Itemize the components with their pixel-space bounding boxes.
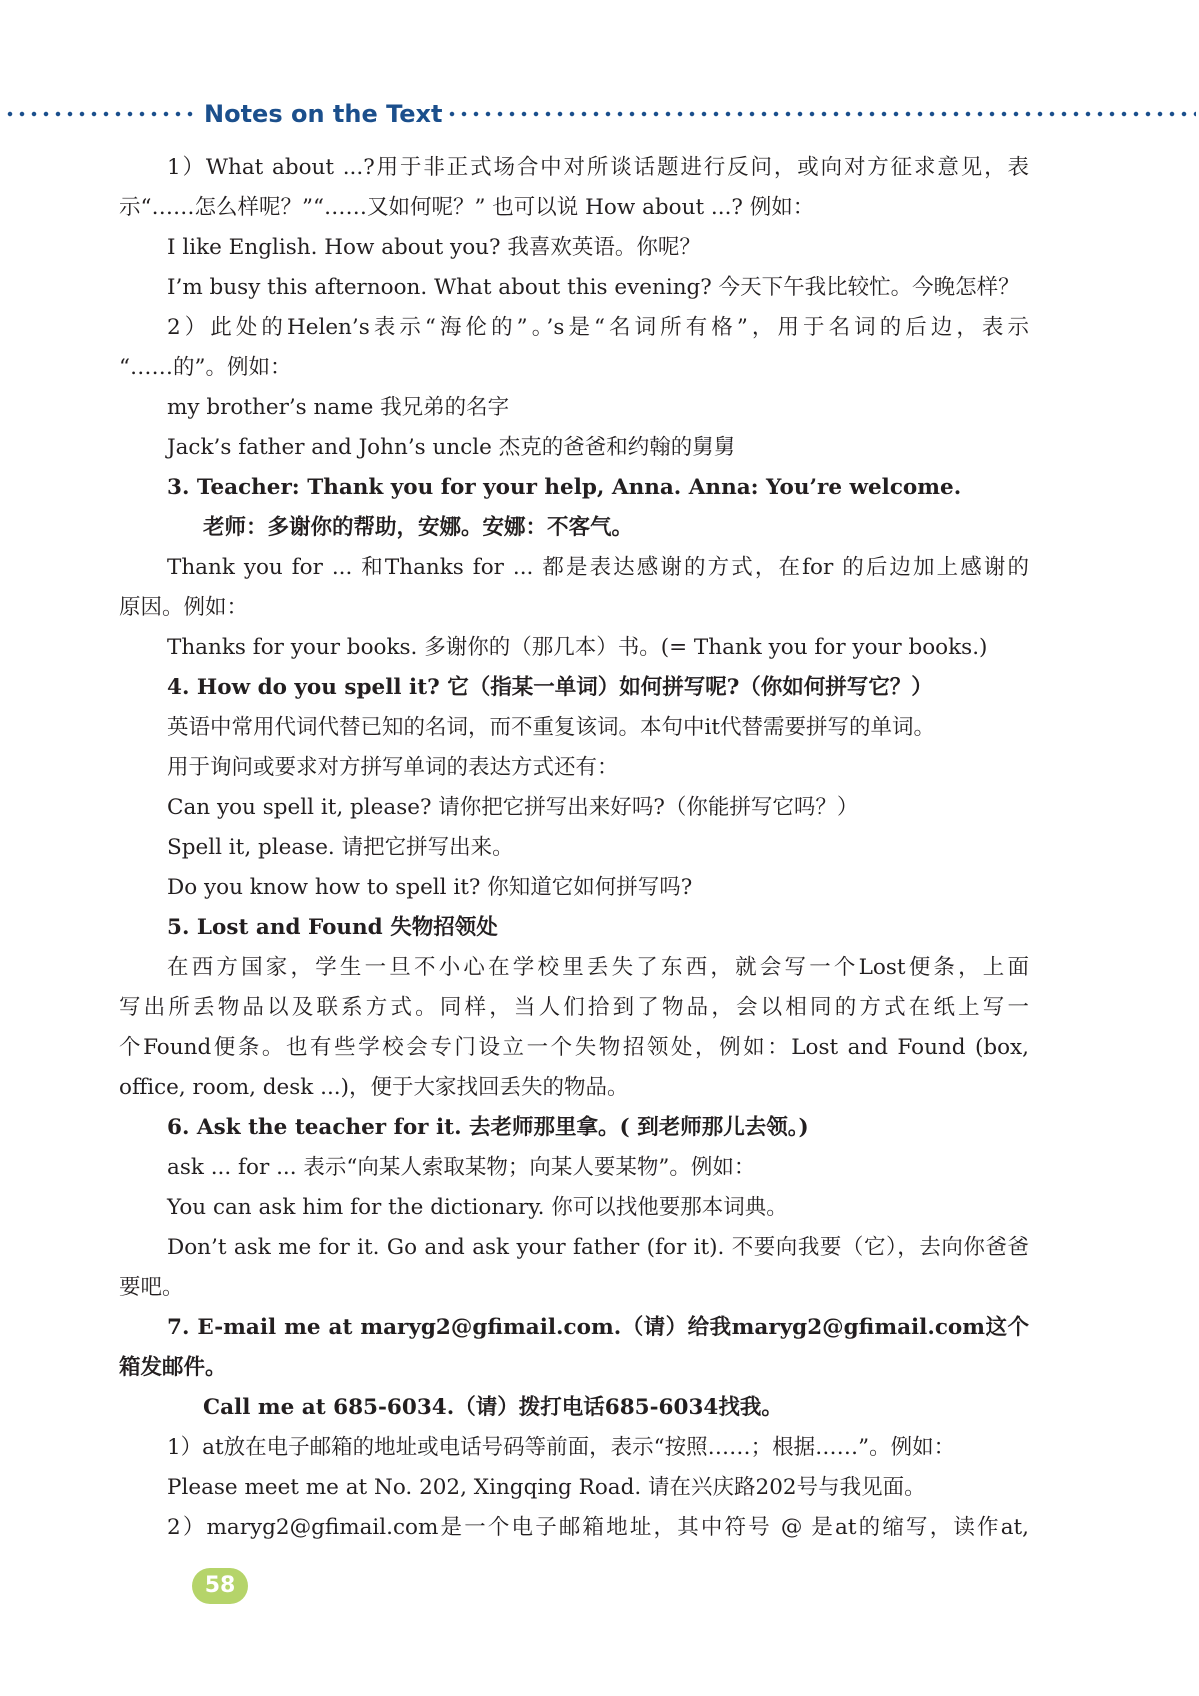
dotted-rule-right xyxy=(446,111,1196,117)
page-number: 58 xyxy=(192,1568,248,1604)
text-line: I like English. How about you? 我喜欢英语。你呢？ xyxy=(167,235,701,260)
text-line: 7. E-mail me at maryg2@gfimail.com.（请）给我maryg2@gfimail.com这个 xyxy=(167,1315,1029,1340)
text-line: 用于询问或要求对方拼写单词的表达方式还有： xyxy=(167,755,619,780)
text-line: Don’t ask me for it. Go and ask your father (for it). 不要向我要（它），去向你爸爸 xyxy=(167,1235,1029,1260)
text-line: ask ... for ... 表示“向某人索取某物；向某人要某物”。例如： xyxy=(167,1155,756,1180)
text-line: 箱发邮件。 xyxy=(119,1355,227,1380)
text-line: 2）此处的Helen’s表示“海伦的”。’s是“名词所有格”，用于名词的后边，表示 xyxy=(167,315,1029,340)
section-header xyxy=(0,96,1199,132)
text-line: 个Found便条。也有些学校会专门设立一个失物招领处，例如：Lost and Found (box, xyxy=(119,1035,1029,1060)
dotted-rule-left xyxy=(4,111,196,117)
text-line: office, room, desk ...)，便于大家找回丢失的物品。 xyxy=(119,1075,629,1100)
text-line: 老师：多谢你的帮助，安娜。安娜：不客气。 xyxy=(203,515,634,540)
text-line: 示“……怎么样呢？”“……又如何呢？” 也可以说 How about ...? 例如： xyxy=(119,195,815,220)
text-line: 要吧。 xyxy=(119,1275,184,1300)
text-line: my brother’s name 我兄弟的名字 xyxy=(167,395,510,420)
text-line: 1）What about ...?用于非正式场合中对所谈话题进行反问，或向对方征求意见，表 xyxy=(167,155,1029,180)
text-line: 写出所丢物品以及联系方式。同样，当人们拾到了物品，会以相同的方式在纸上写一 xyxy=(119,995,1029,1020)
text-line: Do you know how to spell it? 你知道它如何拼写吗? xyxy=(167,875,693,900)
text-line: 5. Lost and Found 失物招领处 xyxy=(167,915,498,940)
text-line: Spell it, please. 请把它拼写出来。 xyxy=(167,835,514,860)
text-line: I’m busy this afternoon. What about this evening? 今天下午我比较忙。今晚怎样？ xyxy=(167,275,1020,300)
notes-body xyxy=(119,148,1029,1548)
text-line: 2）maryg2@gfimail.com是一个电子邮箱地址，其中符号 @ 是at的缩写，读作at, xyxy=(167,1515,1029,1540)
text-line: 英语中常用代词代替已知的名词，而不重复该词。本句中it代替需要拼写的单词。 xyxy=(167,715,936,740)
text-line: 3. Teacher: Thank you for your help, Anna. Anna: You’re welcome. xyxy=(167,475,962,500)
text-line: “……的”。例如： xyxy=(119,355,292,380)
text-line: Thanks for your books. 多谢你的（那几本）书。(= Thank you for your books.) xyxy=(167,635,988,660)
text-line: Thank you for ... 和Thanks for ... 都是表达感谢的方式，在for 的后边加上感谢的 xyxy=(167,555,1029,580)
text-line: Call me at 685-6034.（请）拨打电话685-6034找我。 xyxy=(203,1395,783,1420)
text-line: 6. Ask the teacher for it. 去老师那里拿。( 到老师那儿去领。) xyxy=(167,1115,809,1140)
text-line: You can ask him for the dictionary. 你可以找他要那本词典。 xyxy=(167,1195,788,1220)
text-line: 原因。例如： xyxy=(119,595,249,620)
text-line: Jack’s father and John’s uncle 杰克的爸爸和约翰的舅舅 xyxy=(167,435,736,460)
text-line: Can you spell it, please? 请你把它拼写出来好吗?（你能拼写它吗？） xyxy=(167,795,859,820)
text-line: 4. How do you spell it? 它（指某一单词）如何拼写呢?（你如何拼写它？） xyxy=(167,675,933,700)
text-line: Please meet me at No. 202, Xingqing Road. 请在兴庆路202号与我见面。 xyxy=(167,1475,926,1500)
text-line: 在西方国家，学生一旦不小心在学校里丢失了东西，就会写一个Lost便条，上面 xyxy=(167,955,1029,980)
section-title: Notes on the Text xyxy=(204,100,443,128)
text-line: 1）at放在电子邮箱的地址或电话号码等前面，表示“按照……；根据……”。例如： xyxy=(167,1435,956,1460)
